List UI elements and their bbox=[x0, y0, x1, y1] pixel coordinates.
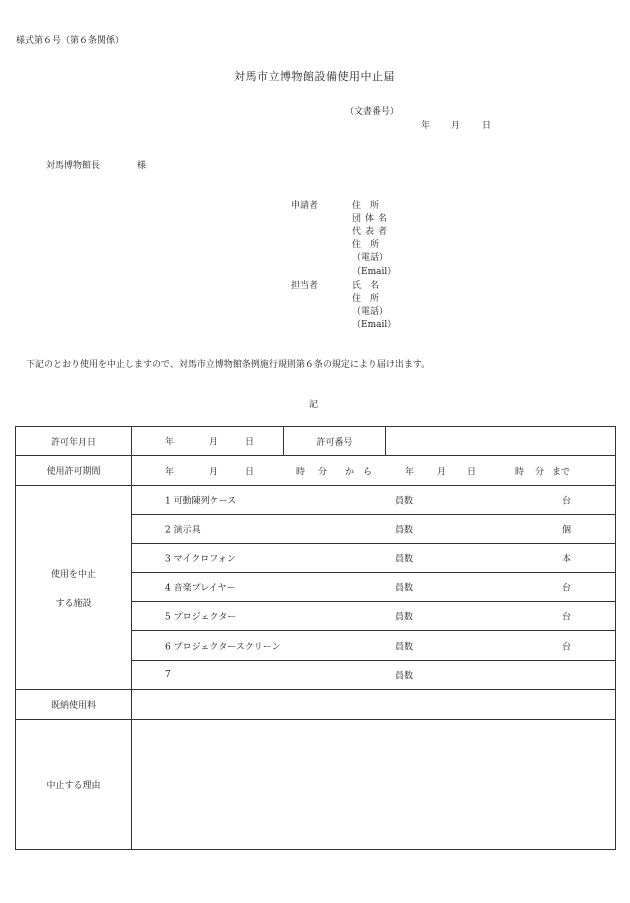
reason-field[interactable] bbox=[132, 720, 616, 850]
facility-item-name: 6 プロジェクタースクリーン bbox=[165, 642, 281, 652]
period-end-day-label: 日 bbox=[467, 467, 477, 477]
facility-item-name: 7 bbox=[165, 670, 171, 680]
permit-date-label: 許可年月日 bbox=[16, 427, 132, 456]
facility-item[interactable] bbox=[132, 602, 616, 631]
date-year-label: 年 bbox=[421, 121, 431, 131]
document-title: 対馬市立博物館設備使用中止届 bbox=[234, 70, 395, 83]
period-end-year-label: 年 bbox=[405, 467, 415, 477]
facility-unit: 本 bbox=[562, 554, 572, 565]
facility-item-name: 4 音楽プレイヤー bbox=[165, 583, 236, 594]
period-start-day-label: 日 bbox=[245, 467, 255, 477]
paid-fee-row bbox=[16, 690, 616, 720]
applicant-email-label: （Email） bbox=[352, 267, 397, 277]
applicant-phone-label: （電話） bbox=[352, 253, 389, 263]
facility-item[interactable] bbox=[132, 544, 616, 573]
recipient-honorific: 様 bbox=[137, 161, 147, 171]
facility-item-name: 2 演示具 bbox=[165, 525, 201, 536]
facility-unit: 台 bbox=[562, 642, 572, 652]
facility-item-name: 3 マイクロフォン bbox=[165, 554, 236, 565]
period-end-hour-label: 時 bbox=[515, 467, 525, 477]
applicant-representative-label: 代表者 bbox=[352, 227, 392, 237]
facility-row bbox=[16, 486, 616, 515]
facility-item[interactable] bbox=[132, 661, 616, 690]
applicant-address-label: 住 所 bbox=[352, 201, 380, 211]
facility-unit: 台 bbox=[562, 496, 572, 507]
period-end-month-label: 月 bbox=[437, 467, 447, 477]
period-from-label: か ら bbox=[345, 467, 373, 477]
facility-unit: 台 bbox=[562, 612, 572, 623]
facility-unit: 個 bbox=[562, 525, 572, 536]
period-end-minute-label: 分 bbox=[535, 467, 545, 477]
facility-unit: 台 bbox=[562, 583, 572, 594]
permit-date-field[interactable] bbox=[132, 427, 284, 456]
permit-number-field[interactable] bbox=[386, 427, 616, 456]
facility-item[interactable] bbox=[132, 631, 616, 661]
facility-label-line2: する施設 bbox=[55, 598, 92, 609]
facility-qty-label: 員数 bbox=[395, 583, 414, 594]
date-month-label: 月 bbox=[451, 121, 461, 131]
recipient-name: 対馬博物館長 bbox=[46, 161, 101, 171]
applicant-group-label: 団体名 bbox=[352, 214, 392, 224]
document-number-label: （文書番号） bbox=[345, 107, 400, 117]
facility-label bbox=[16, 486, 132, 690]
applicant-label: 申請者 bbox=[291, 201, 319, 211]
facility-label-line1: 使用を中止 bbox=[50, 569, 96, 580]
facility-qty-label: 員数 bbox=[395, 496, 414, 507]
facility-qty-label: 員数 bbox=[395, 612, 414, 623]
period-start-year-label: 年 bbox=[165, 467, 175, 477]
contact-email-label: （Email） bbox=[352, 320, 397, 330]
period-start-month-label: 月 bbox=[209, 467, 219, 477]
reason-row bbox=[16, 720, 616, 850]
statement-text: 下記のとおり使用を中止しますので、対馬市立博物館条例施行規則第６条の規定により届け出ます。 bbox=[26, 360, 431, 370]
facility-qty-label: 員数 bbox=[395, 525, 414, 536]
period-field[interactable] bbox=[132, 456, 616, 486]
facility-item-name: 1 可動陳列ケース bbox=[165, 496, 237, 507]
form-number: 様式第６号（第６条関係） bbox=[16, 36, 125, 46]
ki-heading: 記 bbox=[309, 400, 319, 410]
permit-year-label: 年 bbox=[165, 437, 175, 448]
date-day-label: 日 bbox=[482, 121, 492, 131]
facility-qty-label: 員数 bbox=[395, 642, 414, 652]
facility-item[interactable] bbox=[132, 486, 616, 515]
facility-item[interactable] bbox=[132, 515, 616, 544]
period-start-hour-label: 時 bbox=[296, 467, 306, 477]
period-row bbox=[16, 456, 616, 486]
period-until-label: まで bbox=[552, 467, 571, 477]
permit-month-label: 月 bbox=[209, 437, 219, 448]
paid-fee-label: 既納使用料 bbox=[16, 690, 132, 720]
facility-item[interactable] bbox=[132, 573, 616, 602]
paid-fee-field[interactable] bbox=[132, 690, 616, 720]
facility-item-name: 5 プロジェクター bbox=[165, 612, 237, 623]
contact-address-label: 住 所 bbox=[352, 294, 380, 304]
facility-qty-label: 員数 bbox=[395, 554, 414, 565]
permit-number-label: 許可番号 bbox=[284, 427, 386, 456]
permit-day-label: 日 bbox=[245, 437, 255, 448]
period-start-minute-label: 分 bbox=[318, 467, 328, 477]
permit-date-row bbox=[16, 427, 616, 456]
contact-phone-label: （電話） bbox=[352, 307, 389, 317]
applicant-address2-label: 住 所 bbox=[352, 240, 380, 250]
form-table bbox=[15, 426, 616, 850]
facility-qty-label: 員数 bbox=[395, 671, 414, 682]
contact-name-label: 氏 名 bbox=[352, 281, 380, 291]
reason-label: 中止する理由 bbox=[16, 720, 132, 850]
period-label: 使用許可期間 bbox=[16, 456, 132, 486]
contact-label: 担当者 bbox=[291, 281, 319, 291]
